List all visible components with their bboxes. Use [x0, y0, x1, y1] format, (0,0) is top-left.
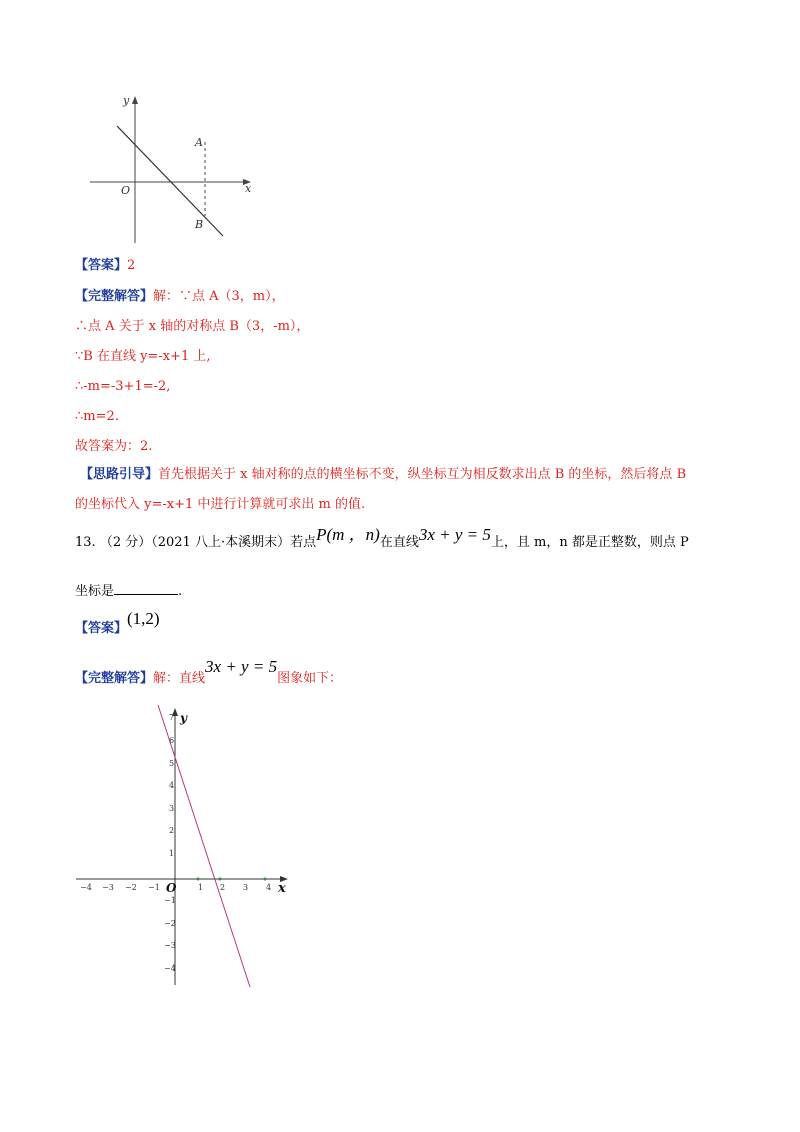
x-tick-label: −2: [125, 883, 137, 892]
solution-1-line-5: ∴m=2.: [75, 409, 119, 424]
x-axis-label: x: [278, 881, 286, 896]
figure-1-graph: [85, 90, 265, 250]
y-tick-label: 4: [169, 781, 175, 790]
origin-label: O: [121, 184, 131, 197]
x-tick-dot-4: [264, 878, 267, 881]
x-axis-label: x: [245, 182, 252, 195]
y-tick-label: −1: [164, 896, 176, 905]
solution-13: 【完整解答】解：直线3x + y = 5图象如下：: [75, 657, 343, 686]
x-tick-dot-2: [219, 878, 222, 881]
x-tick-label: −4: [80, 883, 92, 892]
y-tick-label: 1: [169, 849, 175, 858]
y-tick-label: −4: [164, 964, 176, 973]
y-tick-label: 2: [169, 826, 175, 835]
x-tick-label: −3: [102, 883, 114, 892]
solution-1-line-4: ∴-m=-3+1=-2,: [75, 379, 171, 394]
answer-1-tag: 【答案】: [75, 258, 128, 273]
answer-blank: [114, 582, 178, 595]
question-13-line-2: 坐标是 .: [75, 584, 183, 599]
solution-13-tag: 【完整解答】: [75, 671, 154, 686]
answer-1: [75, 257, 135, 275]
answer-13-tag: 【答案】: [75, 621, 128, 636]
x-tick-dot-1: [197, 878, 200, 881]
y-tick-label: 5: [169, 759, 175, 768]
x-tick-label: 4: [266, 883, 272, 892]
line-y-neg-x-plus-1: [117, 126, 223, 236]
origin-label: O: [166, 881, 177, 895]
question-meta: （2 分）（2021 八上·本溪期末）若点: [99, 535, 317, 550]
x-tick-label: −1: [148, 883, 160, 892]
hint-line-2: 的坐标代入 y=-x+1 中进行计算就可求出 m 的值.: [75, 497, 366, 512]
y-tick-label: 3: [169, 804, 175, 813]
hint-line-1: 【思路引导】首先根据关于 x 轴对称的点的横坐标不变，纵坐标互为相反数求出点 B 的坐标，然后将点 B: [80, 467, 687, 482]
figure-2-graph: [70, 700, 300, 990]
solution-1-line-1: 【完整解答】解：∵点 A（3，m），: [75, 289, 285, 304]
question-number: 13.: [75, 535, 96, 550]
answer-13: [75, 609, 160, 638]
point-a-label: A: [195, 136, 203, 149]
solution-1-line-2: ∴点 A 关于 x 轴的对称点 B（3，-m），: [75, 319, 310, 334]
solution-13-equation: 3x + y = 5: [205, 657, 278, 676]
x-tick-label: 1: [198, 883, 204, 892]
hint-tag: 【思路引导】: [80, 467, 159, 482]
point-p-math: P(m ，n): [316, 525, 380, 544]
equation-math: 3x + y = 5: [418, 525, 491, 544]
answer-1-value: 2: [127, 258, 136, 273]
y-axis-label: y: [180, 711, 187, 725]
question-13-line-1: 13. （2 分）（2021 八上·本溪期末）若点P(m ，n)在直线3x + y = 5上，且 m，n 都是正整数，则点 P: [75, 525, 689, 550]
point-b-label: B: [195, 218, 204, 231]
y-tick-label: −2: [164, 919, 176, 928]
x-tick-label: 2: [220, 883, 226, 892]
x-tick-label: 3: [243, 883, 249, 892]
y-axis-label: y: [123, 94, 130, 107]
y-tick-label: −3: [164, 941, 176, 950]
solution-1-line-3: ∵B 在直线 y=-x+1 上,: [75, 349, 211, 364]
answer-13-value: (1,2): [127, 609, 160, 628]
solution-1-tag: 【完整解答】: [75, 289, 154, 304]
solution-1-line-6: 故答案为：2.: [75, 439, 153, 454]
y-axis-arrow: [132, 96, 138, 104]
y-tick-label: 6: [169, 736, 175, 745]
y-tick-label: 7: [169, 713, 175, 722]
